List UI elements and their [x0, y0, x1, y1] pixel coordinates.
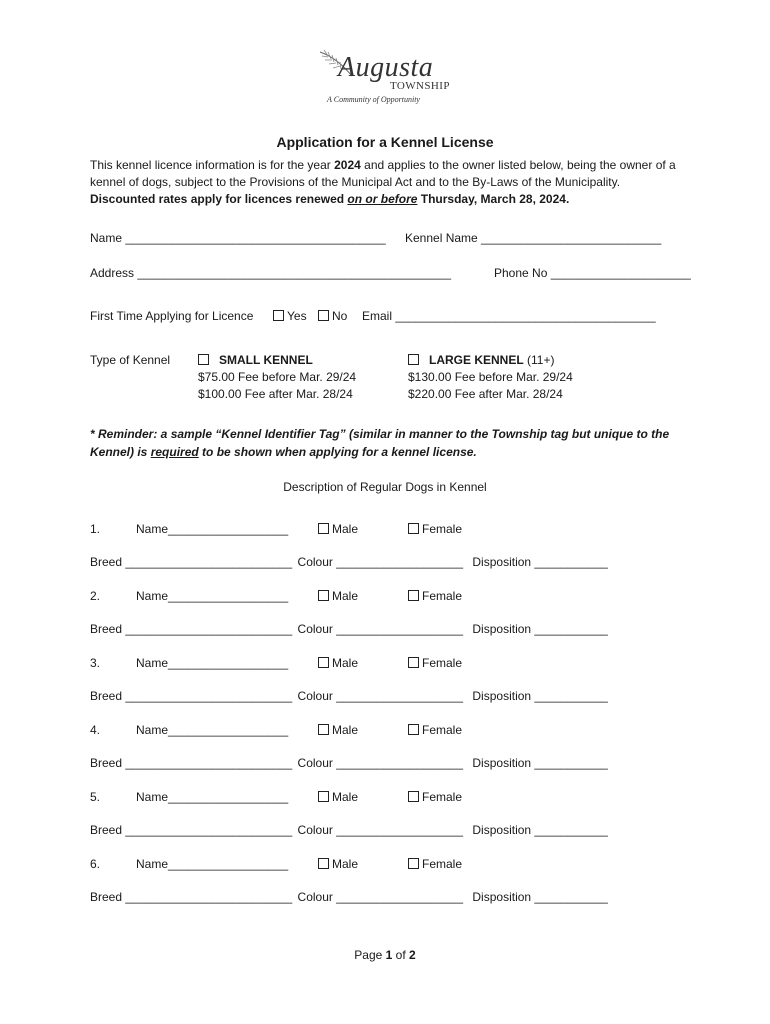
dog-number: 1. — [90, 522, 101, 536]
dog-female-option[interactable]: Female — [408, 723, 462, 737]
dog-name-field[interactable]: Name__________________ — [136, 857, 289, 871]
male-checkbox[interactable] — [318, 858, 329, 869]
small-kennel-checkbox[interactable] — [198, 354, 209, 365]
dog-colour-field[interactable]: Colour ___________________ — [297, 689, 464, 703]
dog-details-row — [90, 890, 608, 904]
logo-name: Augusta — [338, 52, 434, 83]
dog-name-field[interactable]: Name__________________ — [136, 589, 289, 603]
kennel-name-field[interactable]: Kennel Name ___________________________ — [405, 231, 662, 245]
email-field[interactable]: Email _______________________________________ — [362, 309, 656, 323]
page-title: Application for a Kennel License — [276, 134, 494, 150]
dog-disposition-field[interactable]: Disposition ___________ — [472, 555, 608, 569]
first-time-label: First Time Applying for Licence — [90, 309, 254, 323]
dog-colour-field[interactable]: Colour ___________________ — [297, 555, 464, 569]
intro-text-1: This kennel licence information is for the year — [90, 158, 335, 172]
dog-disposition-field[interactable]: Disposition ___________ — [472, 689, 608, 703]
dog-male-option[interactable]: Male — [318, 857, 358, 871]
dog-name-field[interactable]: Name__________________ — [136, 522, 289, 536]
dog-number: 4. — [90, 723, 101, 737]
logo-township: TOWNSHIP — [390, 80, 450, 92]
dog-disposition-field[interactable]: Disposition ___________ — [472, 756, 608, 770]
dog-colour-field[interactable]: Colour ___________________ — [297, 622, 464, 636]
licence-year: 2024 — [334, 158, 361, 172]
large-kennel-option[interactable]: LARGE KENNEL (11+) $130.00 Fee before Mar. 29/24 $220.00 Fee after Mar. 28/24 — [408, 353, 573, 401]
dog-colour-field[interactable]: Colour ___________________ — [297, 890, 464, 904]
dog-colour-field[interactable]: Colour ___________________ — [297, 756, 464, 770]
dog-breed-field[interactable]: Breed _________________________ — [90, 622, 293, 636]
dog-details-row — [90, 689, 608, 703]
dog-male-option[interactable]: Male — [318, 522, 358, 536]
female-checkbox[interactable] — [408, 791, 419, 802]
dog-male-option[interactable]: Male — [318, 656, 358, 670]
female-checkbox[interactable] — [408, 724, 419, 735]
dog-name-field[interactable]: Name__________________ — [136, 790, 289, 804]
small-kennel-fee-after: $100.00 Fee after Mar. 28/24 — [198, 387, 353, 401]
intro-paragraph — [90, 157, 690, 208]
dog-breed-field[interactable]: Breed _________________________ — [90, 756, 293, 770]
dog-number: 5. — [90, 790, 101, 804]
large-kennel-checkbox[interactable] — [408, 354, 419, 365]
dog-details-row — [90, 622, 608, 636]
dog-breed-field[interactable]: Breed _________________________ — [90, 689, 293, 703]
yes-checkbox[interactable] — [273, 310, 284, 321]
dog-disposition-field[interactable]: Disposition ___________ — [472, 890, 608, 904]
dog-female-option[interactable]: Female — [408, 656, 462, 670]
dog-female-option[interactable]: Female — [408, 589, 462, 603]
male-checkbox[interactable] — [318, 590, 329, 601]
small-kennel-option[interactable]: SMALL KENNEL $75.00 Fee before Mar. 29/24 $100.00 Fee after Mar. 28/24 — [198, 353, 357, 401]
female-checkbox[interactable] — [408, 858, 419, 869]
logo-tagline: A Community of Opportunity — [327, 95, 420, 104]
dog-female-option[interactable]: Female — [408, 790, 462, 804]
address-field[interactable]: Address _______________________________________________ — [90, 266, 452, 280]
dog-details-row — [90, 756, 608, 770]
male-checkbox[interactable] — [318, 657, 329, 668]
no-checkbox[interactable] — [318, 310, 329, 321]
small-kennel-fee-before: $75.00 Fee before Mar. 29/24 — [198, 370, 357, 384]
tag-reminder: * Reminder: a sample “Kennel Identifier Tag” (similar in manner to the Township tag but unique to the Kennel) is required to be shown when applying for a kennel license. — [90, 427, 670, 459]
dog-number: 2. — [90, 589, 101, 603]
large-kennel-fee-after: $220.00 Fee after Mar. 28/24 — [408, 387, 563, 401]
dog-colour-field[interactable]: Colour ___________________ — [297, 823, 464, 837]
phone-field[interactable]: Phone No _____________________ — [494, 266, 691, 280]
intro-text-2: and applies to the owner listed below, being the owner of a kennel of dogs, subject to the Provisions of the Municipal Act and to the By-Laws of the Municipality. — [90, 158, 676, 189]
discount-note: Discounted rates apply for licences renewed on or before Thursday, March 28, 2024. — [90, 192, 570, 206]
page-number: Page 1 of 2 — [354, 948, 416, 962]
dog-number: 3. — [90, 656, 101, 670]
dog-disposition-field[interactable]: Disposition ___________ — [472, 823, 608, 837]
name-field[interactable]: Name _______________________________________ — [90, 231, 386, 245]
male-checkbox[interactable] — [318, 523, 329, 534]
dog-name-field[interactable]: Name__________________ — [136, 723, 289, 737]
kennel-type-label: Type of Kennel — [90, 353, 171, 367]
female-checkbox[interactable] — [408, 590, 419, 601]
dog-details-row — [90, 555, 608, 569]
dog-breed-field[interactable]: Breed _________________________ — [90, 823, 293, 837]
dog-disposition-field[interactable]: Disposition ___________ — [472, 622, 608, 636]
dog-female-option[interactable]: Female — [408, 857, 462, 871]
dog-name-field[interactable]: Name__________________ — [136, 656, 289, 670]
discount-emphasis: on or before — [347, 192, 418, 206]
first-time-no-option[interactable]: No — [318, 309, 347, 323]
dog-male-option[interactable]: Male — [318, 589, 358, 603]
dog-male-option[interactable]: Male — [318, 790, 358, 804]
male-checkbox[interactable] — [318, 791, 329, 802]
large-kennel-fee-before: $130.00 Fee before Mar. 29/24 — [408, 370, 573, 384]
male-checkbox[interactable] — [318, 724, 329, 735]
dog-male-option[interactable]: Male — [318, 723, 358, 737]
dog-number: 6. — [90, 857, 101, 871]
dog-details-row — [90, 823, 608, 837]
dog-breed-field[interactable]: Breed _________________________ — [90, 890, 293, 904]
female-checkbox[interactable] — [408, 523, 419, 534]
dog-female-option[interactable]: Female — [408, 522, 462, 536]
dog-breed-field[interactable]: Breed _________________________ — [90, 555, 293, 569]
dogs-section-title: Description of Regular Dogs in Kennel — [283, 480, 487, 494]
first-time-yes-option[interactable]: Yes — [273, 309, 307, 323]
female-checkbox[interactable] — [408, 657, 419, 668]
